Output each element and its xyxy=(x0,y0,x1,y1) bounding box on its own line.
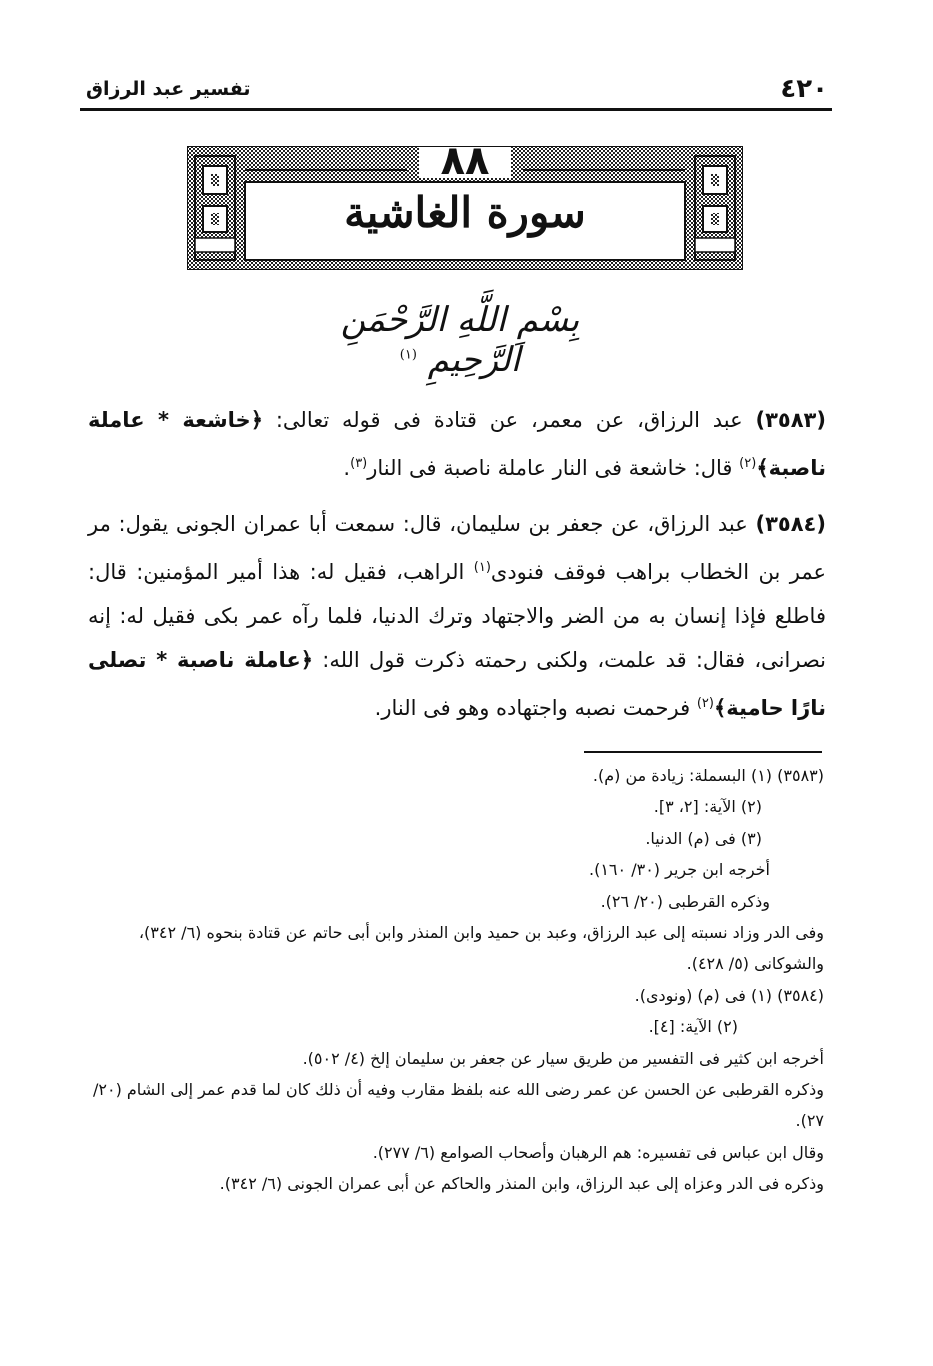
footnote-ref: (٣) xyxy=(350,456,368,471)
entry-number: (٣٥٨٣) xyxy=(755,408,826,432)
header-divider xyxy=(80,108,832,111)
footnote-line: وذكره القرطبى عن الحسن عن عمر رضى الله عنه بلفظ مقارب وفيه أن ذلك كان لما قدم عمر إلى الشام (٢٠/ ٢٧). xyxy=(92,1080,824,1131)
entry-text: عبد الرزاق، عن جعفر بن سليمان، قال: سمعت أبا عمران الجونى يقول: مر عمر بن الخطاب براهب فوقف فنودى xyxy=(88,512,826,584)
entry-chain: عبد الرزاق، عن معمر، عن قتادة فى قوله تعالى: xyxy=(275,408,743,432)
entry-text: فرحمت نصبه واجتهاده وهو فى النار. xyxy=(374,696,691,720)
footnote-ref: (٢) xyxy=(696,696,714,711)
page-number: ٤٢٠ xyxy=(780,74,828,104)
footnote-line: وفى الدر وزاد نسبته إلى عبد الرزاق، وعبد بن حميد وابن المنذر وابن أبى حاتم عن قتادة بنحوه (٦/ ٣٤٢)، والشوكانى (٥/ ٤٢٨). xyxy=(138,923,824,974)
surah-heading-frame xyxy=(187,138,743,270)
footnote-ref: (١) xyxy=(473,560,491,575)
footnote-line: (٢) الآية: [٤]. xyxy=(648,1017,738,1037)
hadith-entry-3583 xyxy=(88,398,826,490)
surah-title: سورة الغاشية xyxy=(344,188,586,237)
quran-verse: ﴿خاشعة * عاملة ناصبة﴾ xyxy=(88,408,826,480)
entry-text: قال: خاشعة فى النار عاملة ناصبة فى النار xyxy=(367,456,733,480)
footnote-line: (٣٥٨٤) (١) فى (م) (ونودى). xyxy=(634,985,824,1005)
page-header xyxy=(80,70,832,110)
footnote-line: أخرجه ابن جرير (٣٠/ ١٦٠). xyxy=(589,860,770,880)
surah-number: ٨٨ xyxy=(440,138,490,184)
footnote-line: (٣٥٨٣) (١) البسملة: زيادة من (م). xyxy=(592,766,824,785)
footnote-line: (٣) فى (م) الدنيا. xyxy=(645,828,762,848)
main-text xyxy=(88,398,826,730)
entry-text: الراهب، فقيل له: هذا أمير المؤمنين: قال: فاطلع فإذا إنسان به من الضر والاجتهاد وترك الدنيا، فلما رآه عمر بكى فقيل له: إنه نصرانى، فقال: قد علمت، ولكنى رحمته ذكرت قول الله: xyxy=(88,560,826,672)
footnote-divider xyxy=(584,751,822,753)
footnotes xyxy=(84,760,824,1200)
running-title: تفسير عبد الرزاق xyxy=(86,78,251,100)
hadith-entry-3584 xyxy=(88,502,826,730)
footnote-line: (٢) الآية: [٢، ٣]. xyxy=(653,797,762,817)
entry-end: . xyxy=(343,456,351,480)
basmala xyxy=(300,300,620,380)
entry-number: (٣٥٨٤) xyxy=(755,512,826,536)
footnote-ref: (٢) xyxy=(739,456,757,471)
footnote-line: أخرجه ابن كثير فى التفسير من طريق سيار عن جعفر بن سليمان إلخ (٤/ ٥٠٢). xyxy=(302,1048,824,1068)
basmala-footnote-ref: (١) xyxy=(399,347,417,363)
quran-verse: ﴿عاملة ناصبة * تصلى نارًا حامية﴾ xyxy=(88,648,826,720)
footnote-line: وقال ابن عباس فى تفسيره: هم الرهبان وأصحاب الصوامع (٦/ ٢٧٧). xyxy=(372,1142,824,1162)
footnote-line: وذكره فى الدر وعزاه إلى عبد الرزاق، وابن المنذر والحاكم عن أبى عمران الجونى (٦/ ٣٤٢). xyxy=(219,1174,824,1194)
basmala-text: بِسْمِ اللَّهِ الرَّحْمَنِ الرَّحِيمِ xyxy=(340,300,580,380)
footnote-line: وذكره القرطبى (٢٠/ ٢٦). xyxy=(600,891,770,911)
